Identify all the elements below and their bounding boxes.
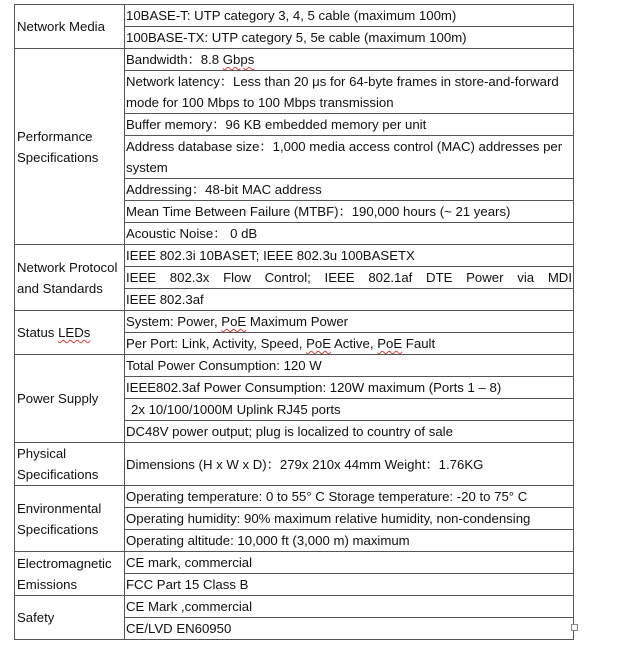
- spec-value: Bandwidth：8.8 Gbps: [125, 49, 574, 71]
- category-physical: Physical Specifications: [15, 443, 125, 486]
- table-row: [15, 355, 574, 377]
- spec-value: System: Power, PoE Maximum Power: [125, 311, 574, 333]
- spec-value: DC48V power output; plug is localized to country of sale: [125, 421, 574, 443]
- spec-value: Operating temperature: 0 to 55° C Storage temperature: -20 to 75° C: [125, 486, 574, 508]
- spec-value: IEEE802.3af Power Consumption: 120W maximum (Ports 1 – 8): [125, 377, 574, 399]
- category-electromagnetic: Electromagnetic Emissions: [15, 552, 125, 596]
- spec-value: Dimensions (H x W x D)：279x 210x 44mm Weight：1.76KG: [125, 443, 574, 486]
- spec-value: Operating humidity: 90% maximum relative humidity, non-condensing: [125, 508, 574, 530]
- spec-value: Network latency：Less than 20 μs for 64-byte frames in store-and-forward mode for 100 Mbps to 100 Mbps transmission: [125, 71, 574, 114]
- category-status-leds: Status LEDs: [15, 311, 125, 355]
- spec-value: IEEE 802.3i 10BASET; IEEE 802.3u 100BASETX: [125, 245, 574, 267]
- spec-value: Mean Time Between Failure (MTBF)：190,000 hours (~ 21 years): [125, 201, 574, 223]
- category-power-supply: Power Supply: [15, 355, 125, 443]
- table-row: [15, 443, 574, 486]
- table-row: [15, 552, 574, 574]
- spec-value: IEEE 802.3af: [125, 289, 574, 311]
- spec-value: CE/LVD EN60950: [125, 618, 574, 640]
- spec-value: IEEE 802.3x Flow Control; IEEE 802.1af DTE Power via MDI: [125, 267, 574, 289]
- spec-value: 10BASE-T: UTP category 3, 4, 5 cable (maximum 100m): [125, 5, 574, 27]
- spec-value: 100BASE-TX: UTP category 5, 5e cable (maximum 100m): [125, 27, 574, 49]
- spec-value: Total Power Consumption: 120 W: [125, 355, 574, 377]
- category-network-protocol: Network Protocol and Standards: [15, 245, 125, 311]
- specifications-table: [14, 4, 574, 640]
- table-row: [15, 5, 574, 27]
- table-row: [15, 245, 574, 267]
- table-row: [15, 596, 574, 618]
- table-row: [15, 311, 574, 333]
- spec-value: CE mark, commercial: [125, 552, 574, 574]
- category-environmental: Environmental Specifications: [15, 486, 125, 552]
- spec-value: CE Mark ,commercial: [125, 596, 574, 618]
- spec-value: Buffer memory：96 KB embedded memory per unit: [125, 114, 574, 136]
- table-row: [15, 486, 574, 508]
- category-safety: Safety: [15, 596, 125, 640]
- spec-value: Address database size：1,000 media access control (MAC) addresses per system: [125, 136, 574, 179]
- spec-value: 2x 10/100/1000M Uplink RJ45 ports: [125, 399, 574, 421]
- spec-value: Addressing：48-bit MAC address: [125, 179, 574, 201]
- spec-value: FCC Part 15 Class B: [125, 574, 574, 596]
- spec-value: Per Port: Link, Activity, Speed, PoE Active, PoE Fault: [125, 333, 574, 355]
- spec-value: Acoustic Noise： 0 dB: [125, 223, 574, 245]
- category-performance: Performance Specifications: [15, 49, 125, 245]
- table-resize-handle[interactable]: [571, 624, 578, 631]
- category-network-media: Network Media: [15, 5, 125, 49]
- table-row: [15, 49, 574, 71]
- spec-value: Operating altitude: 10,000 ft (3,000 m) maximum: [125, 530, 574, 552]
